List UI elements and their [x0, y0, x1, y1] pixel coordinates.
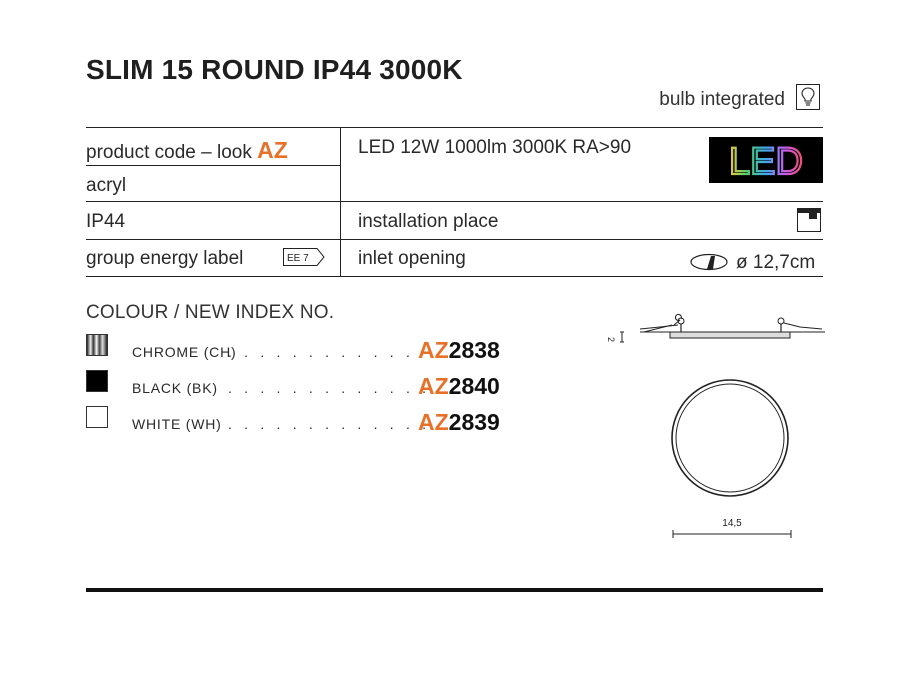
led-logo — [709, 137, 823, 183]
product-code-brand: AZ — [257, 137, 288, 163]
energy-badge-icon — [283, 248, 325, 266]
product-code-label: product code – look — [86, 142, 252, 163]
index-prefix: AZ — [418, 373, 449, 399]
index-number: 2840 — [448, 373, 500, 399]
width-dimension — [673, 518, 791, 538]
inlet-opening-icon — [690, 253, 730, 271]
index-code-chrome — [418, 337, 500, 364]
side-view-drawing — [606, 314, 825, 342]
material-cell: acryl — [86, 175, 127, 196]
table-column-divider — [340, 127, 341, 277]
technical-drawing — [600, 310, 830, 550]
colour-dots: . . . . . . . . . . . . — [228, 344, 415, 360]
led-logo-text: LED — [729, 141, 803, 183]
index-number: 2838 — [448, 337, 500, 363]
table-bottom-rule — [86, 276, 823, 277]
black-swatch — [86, 370, 108, 392]
width-dimension-label: 14,5 — [722, 518, 742, 529]
white-swatch — [86, 406, 108, 428]
top-view-drawing — [672, 380, 788, 496]
index-number: 2839 — [448, 409, 500, 435]
colour-dots: . . . . . . . . . . . . . — [228, 416, 431, 432]
colour-name-black: BLACK (BK) — [132, 380, 218, 396]
index-prefix: AZ — [418, 337, 449, 363]
energy-badge-text: EE 7 — [287, 253, 309, 264]
led-spec-cell: LED 12W 1000lm 3000K RA>90 — [358, 137, 632, 158]
chrome-swatch — [86, 334, 108, 356]
bulb-icon — [796, 84, 820, 110]
colour-dots: . . . . . . . . . . . . . — [228, 380, 431, 396]
ip-rating-cell: IP44 — [86, 211, 126, 232]
table-top-rule — [86, 127, 823, 128]
inlet-opening-cell: inlet opening — [358, 248, 466, 269]
inlet-diameter-value: ø 12,7cm — [736, 252, 816, 273]
table-row-rule — [86, 165, 341, 166]
height-dimension-label: 2 — [606, 337, 616, 343]
index-code-white — [418, 409, 500, 436]
energy-label-cell: group energy label — [86, 248, 244, 269]
table-row-rule — [86, 239, 823, 240]
table-row-rule — [86, 201, 823, 202]
colour-heading: COLOUR / NEW INDEX NO. — [86, 302, 335, 323]
bulb-integrated-text: bulb integrated — [659, 89, 785, 110]
product-title: SLIM 15 ROUND IP44 3000K — [86, 54, 463, 85]
installation-place-cell: installation place — [358, 211, 499, 232]
colour-name-chrome: CHROME (CH) — [132, 344, 237, 360]
installation-ceiling-icon — [797, 208, 821, 232]
product-code-cell — [86, 137, 288, 164]
colour-name-white: WHITE (WH) — [132, 416, 222, 432]
index-code-black — [418, 373, 500, 400]
bottom-rule — [86, 588, 823, 592]
index-prefix: AZ — [418, 409, 449, 435]
